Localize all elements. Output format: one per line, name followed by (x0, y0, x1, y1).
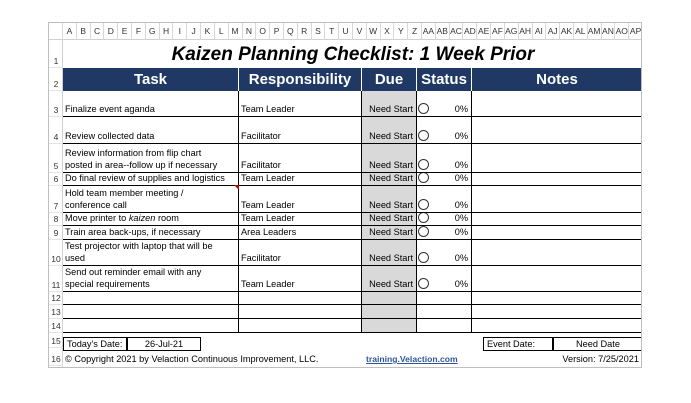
row-header[interactable]: 15 (49, 333, 63, 348)
column-header[interactable]: AN (602, 23, 616, 40)
due-cell[interactable]: Need Start (362, 240, 417, 266)
status-circle-icon (418, 252, 429, 263)
copyright-text: © Copyright 2021 by Velaction Continuous Improvement, LLC. (65, 354, 319, 364)
responsibility-cell[interactable]: Team Leader (239, 173, 362, 186)
column-header[interactable]: G (146, 23, 160, 40)
column-header[interactable]: AG (505, 23, 519, 40)
task-cell[interactable] (63, 292, 239, 305)
status-cell[interactable] (417, 213, 472, 226)
column-header[interactable]: W (367, 23, 381, 40)
task-text: Hold team member meeting / (65, 188, 184, 198)
due-cell[interactable] (362, 292, 417, 305)
header-responsibility[interactable]: Responsibility (239, 68, 362, 91)
notes-cell[interactable] (472, 91, 642, 117)
column-header[interactable]: AF (491, 23, 505, 40)
column-header[interactable]: I (173, 23, 187, 40)
task-text: Send out reminder email with any (65, 267, 202, 277)
column-header[interactable]: AJ (546, 23, 560, 40)
row-header[interactable]: 7 (49, 186, 63, 213)
row-header[interactable]: 16 (49, 348, 63, 366)
column-header[interactable]: AP (629, 23, 642, 40)
column-header[interactable]: X (381, 23, 395, 40)
row-header[interactable]: 10 (49, 240, 63, 266)
task-text: special requirements (65, 279, 150, 289)
comment-indicator-icon[interactable] (234, 185, 239, 190)
responsibility-cell[interactable]: Facilitator (239, 144, 362, 173)
row-header[interactable]: 6 (49, 173, 63, 186)
column-header[interactable]: C (91, 23, 105, 40)
status-circle-icon (418, 226, 429, 237)
status-circle-icon (418, 278, 429, 289)
task-text: Finalize event aganda (65, 104, 155, 114)
notes-cell[interactable] (472, 144, 642, 173)
task-cell[interactable] (63, 240, 239, 266)
column-header[interactable]: T (325, 23, 339, 40)
row-header[interactable]: 4 (49, 117, 63, 144)
responsibility-cell[interactable]: Area Leaders (239, 226, 362, 240)
notes-cell[interactable] (472, 117, 642, 144)
row-header[interactable]: 11 (49, 266, 63, 292)
row-header[interactable]: 1 (49, 40, 63, 68)
status-cell[interactable] (417, 305, 472, 319)
task-text: Train area back-ups, if necessary (65, 227, 201, 237)
notes-cell[interactable] (472, 226, 642, 240)
responsibility-cell[interactable]: Team Leader (239, 266, 362, 292)
responsibility-cell[interactable] (239, 305, 362, 319)
column-header[interactable]: AD (463, 23, 477, 40)
column-header[interactable]: V (353, 23, 367, 40)
status-circle-icon (418, 103, 429, 114)
notes-cell[interactable] (472, 292, 642, 305)
checklist-grid (63, 40, 642, 368)
column-header[interactable]: P (270, 23, 284, 40)
task-cell[interactable] (63, 91, 239, 117)
task-cell[interactable] (63, 266, 239, 292)
column-header[interactable]: AL (574, 23, 588, 40)
due-cell[interactable]: Need Start (362, 144, 417, 173)
due-cell[interactable]: Need Start (362, 213, 417, 226)
status-percent: 0% (454, 160, 468, 170)
column-header[interactable]: Q (284, 23, 298, 40)
column-header[interactable]: Y (394, 23, 408, 40)
task-text: Move printer to kaizen room (65, 213, 179, 223)
header-status[interactable]: Status (417, 68, 472, 91)
status-circle-icon (418, 130, 429, 141)
column-header[interactable]: D (104, 23, 118, 40)
status-cell[interactable] (417, 266, 472, 292)
column-header[interactable]: R (298, 23, 312, 40)
notes-cell[interactable] (472, 173, 642, 186)
task-text: used (65, 253, 85, 263)
notes-cell[interactable] (472, 266, 642, 292)
status-percent: 0% (454, 279, 468, 289)
notes-cell[interactable] (472, 240, 642, 266)
due-cell[interactable] (362, 305, 417, 319)
task-text: posted in area--follow up if necessary (65, 160, 218, 170)
due-cell[interactable] (362, 319, 417, 333)
status-cell[interactable] (417, 319, 472, 333)
column-header[interactable]: AB (436, 23, 450, 40)
task-cell[interactable] (63, 305, 239, 319)
status-cell[interactable] (417, 173, 472, 186)
todays-date-value[interactable]: 26-Jul-21 (127, 337, 201, 351)
column-header[interactable]: E (118, 23, 132, 40)
column-header[interactable]: AM (588, 23, 602, 40)
status-cell[interactable] (417, 91, 472, 117)
status-percent: 0% (454, 227, 468, 237)
todays-date-label: Today's Date: (63, 337, 127, 351)
responsibility-cell[interactable]: Facilitator (239, 117, 362, 144)
status-percent: 0% (454, 131, 468, 141)
status-percent: 0% (454, 213, 468, 223)
column-header[interactable]: F (132, 23, 146, 40)
status-cell[interactable] (417, 226, 472, 240)
status-cell[interactable] (417, 144, 472, 173)
column-header[interactable]: AE (477, 23, 491, 40)
responsibility-cell[interactable]: Team Leader (239, 186, 362, 213)
task-text: Test projector with laptop that will be (65, 241, 213, 251)
row-header[interactable]: 14 (49, 319, 63, 333)
row-headers (49, 40, 63, 368)
column-header[interactable]: AI (533, 23, 547, 40)
due-cell[interactable]: Need Start (362, 266, 417, 292)
column-header[interactable]: AC (450, 23, 464, 40)
row-header[interactable]: 5 (49, 144, 63, 173)
row-header[interactable]: 13 (49, 305, 63, 319)
header-notes[interactable]: Notes (472, 68, 642, 91)
page-title[interactable]: Kaizen Planning Checklist: 1 Week Prior (171, 44, 535, 65)
notes-cell[interactable] (472, 305, 642, 319)
task-cell[interactable] (63, 213, 239, 226)
event-date-label: Event Date: (483, 337, 553, 351)
responsibility-cell[interactable] (239, 319, 362, 333)
responsibility-cell[interactable]: Facilitator (239, 240, 362, 266)
column-header[interactable]: L (215, 23, 229, 40)
task-cell[interactable] (63, 226, 239, 240)
responsibility-cell[interactable] (239, 292, 362, 305)
status-percent: 0% (454, 253, 468, 263)
header-due[interactable]: Due (362, 68, 417, 91)
spreadsheet (48, 22, 642, 368)
column-header[interactable]: N (243, 23, 257, 40)
task-cell[interactable] (63, 319, 239, 333)
column-header[interactable]: AA (422, 23, 436, 40)
header-task[interactable]: Task (63, 68, 239, 91)
responsibility-cell[interactable]: Team Leader (239, 213, 362, 226)
responsibility-cell[interactable]: Team Leader (239, 91, 362, 117)
column-header[interactable]: J (187, 23, 201, 40)
status-percent: 0% (454, 104, 468, 114)
select-all-corner[interactable] (49, 23, 63, 40)
row-header[interactable]: 12 (49, 292, 63, 305)
due-cell[interactable]: Need Start (362, 226, 417, 240)
status-circle-icon (418, 173, 429, 183)
status-cell[interactable] (417, 292, 472, 305)
due-cell[interactable]: Need Start (362, 91, 417, 117)
column-header[interactable]: K (201, 23, 215, 40)
status-circle-icon (418, 213, 429, 223)
task-text: conference call (65, 200, 127, 210)
task-cell[interactable] (63, 117, 239, 144)
task-text: Review information from flip chart (65, 148, 202, 158)
column-headers (49, 23, 642, 40)
column-header[interactable]: S (312, 23, 326, 40)
task-cell[interactable] (63, 186, 239, 213)
task-cell[interactable] (63, 173, 239, 186)
task-cell[interactable] (63, 144, 239, 173)
event-date-value[interactable]: Need Date (553, 337, 642, 351)
row-header[interactable]: 9 (49, 226, 63, 240)
column-header[interactable]: AO (615, 23, 629, 40)
status-percent: 0% (454, 200, 468, 210)
due-cell[interactable]: Need Start (362, 173, 417, 186)
column-header[interactable]: AK (560, 23, 574, 40)
status-circle-icon (418, 199, 429, 210)
row-header[interactable]: 3 (49, 91, 63, 117)
version-text: Version: 7/25/2021 (562, 354, 639, 364)
column-header[interactable]: B (77, 23, 91, 40)
column-header[interactable]: H (160, 23, 174, 40)
due-cell[interactable]: Need Start (362, 117, 417, 144)
column-header[interactable]: Z (408, 23, 422, 40)
status-cell[interactable] (417, 117, 472, 144)
row-header[interactable]: 8 (49, 213, 63, 226)
task-text: Review collected data (65, 131, 155, 141)
task-text: Do final review of supplies and logistics (65, 173, 225, 183)
row-header[interactable]: 2 (49, 68, 63, 91)
notes-cell[interactable] (472, 186, 642, 213)
column-header[interactable]: AH (519, 23, 533, 40)
column-header[interactable]: M (229, 23, 243, 40)
column-header[interactable]: O (256, 23, 270, 40)
training-link[interactable]: training.Velaction.com (366, 354, 458, 364)
column-header[interactable]: U (339, 23, 353, 40)
status-cell[interactable] (417, 240, 472, 266)
column-header[interactable]: A (63, 23, 77, 40)
status-cell[interactable] (417, 186, 472, 213)
due-cell[interactable]: Need Start (362, 186, 417, 213)
notes-cell[interactable] (472, 319, 642, 333)
notes-cell[interactable] (472, 213, 642, 226)
status-percent: 0% (454, 173, 468, 183)
status-circle-icon (418, 159, 429, 170)
